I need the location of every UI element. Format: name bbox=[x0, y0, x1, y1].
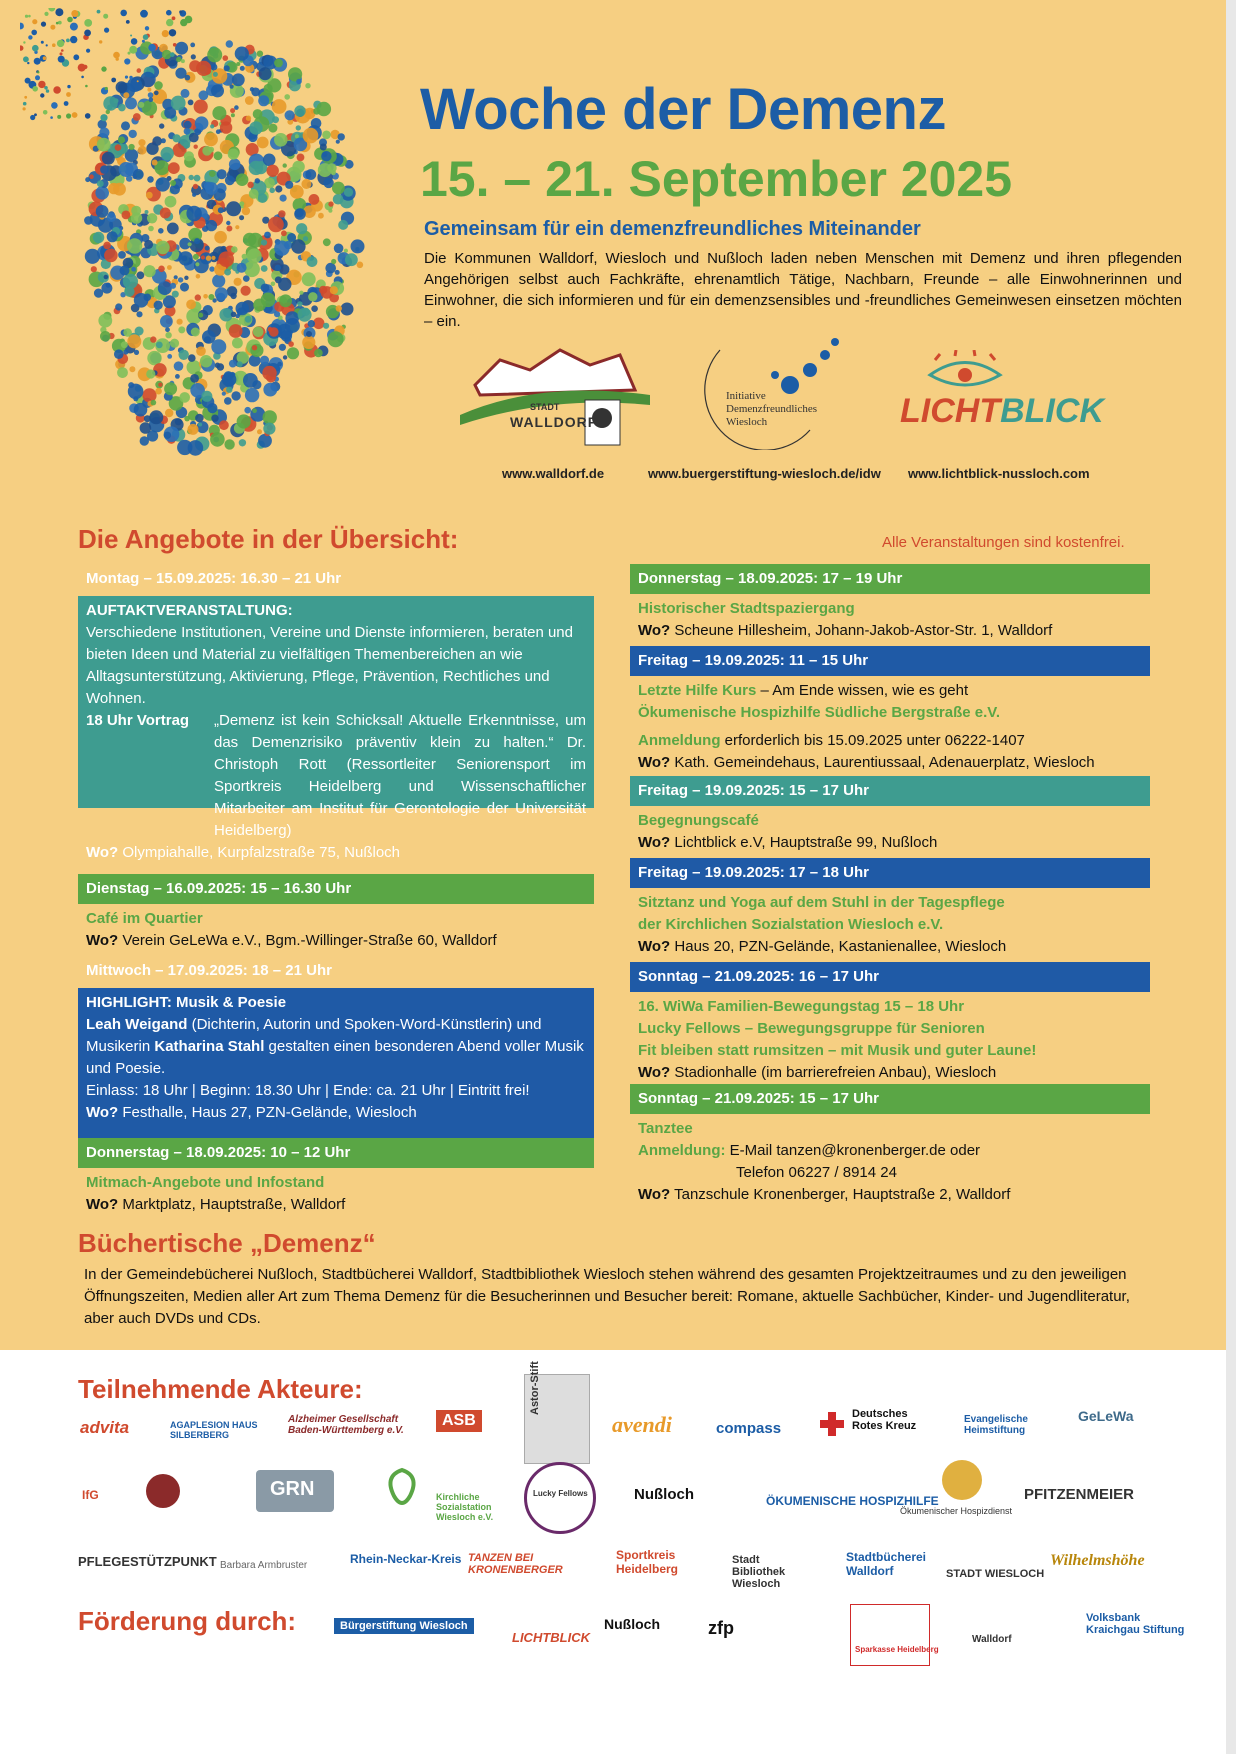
event-friday-afternoon-header: Freitag – 19.09.2025: 15 – 17 Uhr bbox=[630, 776, 1150, 806]
page-title: Woche der Demenz bbox=[420, 77, 946, 142]
event-sunday-tanztee-title: Tanztee bbox=[638, 1120, 693, 1137]
subtitle: Gemeinsam für ein demenzfreundliches Miteinander bbox=[424, 218, 921, 240]
logo-zfp[interactable]: zfp bbox=[708, 1618, 734, 1638]
event-wednesday-text: Leah Weigand (Dichterin, Autorin und Spoken-Word-Künstlerin) und Musikerin Katharina Stahl gestalten einen besonderen Abend voller Musik und Poesie. bbox=[86, 1016, 584, 1077]
logo-asb[interactable]: ASB bbox=[436, 1410, 482, 1432]
event-friday-morning-header: Freitag – 19.09.2025: 11 – 15 Uhr bbox=[630, 646, 1150, 676]
event-friday-evening-title2: der Kirchlichen Sozialstation Wiesloch e.V. bbox=[638, 916, 944, 933]
logo-ifg[interactable]: IfG bbox=[82, 1488, 99, 1502]
logo-nussloch[interactable]: Nußloch bbox=[634, 1486, 694, 1503]
logo-agaplesion[interactable]: AGAPLESION HAUS SILBERBERG bbox=[170, 1420, 258, 1440]
logo-oekumenische-hospizhilfe[interactable]: ÖKUMENISCHE HOSPIZHILFE bbox=[766, 1494, 939, 1508]
event-wednesday bbox=[78, 956, 594, 1158]
event-friday-afternoon bbox=[630, 776, 1150, 858]
lichtblick-url[interactable]: www.lichtblick-nussloch.com bbox=[908, 466, 1090, 481]
logo-stadt-wiesloch[interactable]: STADT WIESLOCH bbox=[946, 1568, 1045, 1580]
event-friday-afternoon-where: Wo? Lichtblick e.V, Hauptstraße 99, Nußloch bbox=[638, 834, 938, 851]
event-sunday-line3: Fit bleiben statt rumsitzen – mit Musik und guter Laune! bbox=[638, 1042, 1037, 1059]
event-sunday-afternoon bbox=[630, 962, 1150, 1088]
event-thursday-morning bbox=[78, 1138, 594, 1220]
event-thursday-evening-title: Historischer Stadtspaziergang bbox=[638, 600, 855, 617]
event-thursday-morning-title: Mitmach-Angebote und Infostand bbox=[86, 1174, 325, 1191]
logo-rhein-neckar-kreis[interactable]: Rhein-Neckar-Kreis bbox=[350, 1552, 462, 1566]
event-monday-talk: 18 Uhr Vortrag „Demenz ist kein Schicksal! Aktuelle Erkenntnisse, um das Demenzrisiko präventiv klein zu halten.“ Dr. Christoph Rott (Ressortleiter Seniorensport im Sportkreis Heidelberg und Wissenschaftlicher Mitarbeiter am Institut für Gerontologie der Universität Heidelberg) bbox=[86, 712, 586, 839]
event-sunday-tanztee-phone: Telefon 06227 / 8914 24 bbox=[736, 1164, 897, 1181]
logo-hospizdienst[interactable]: Ökumenischer Hospizdienst bbox=[900, 1506, 1013, 1516]
event-monday-where: Wo? Olympiahalle, Kurpfalzstraße 75, Nußloch bbox=[86, 844, 401, 861]
event-friday-evening-where: Wo? Haus 20, PZN-Gelände, Kastanienallee, Wiesloch bbox=[638, 938, 1007, 955]
event-friday-morning-title: Letzte Hilfe Kurs – Am Ende wissen, wie es geht bbox=[638, 682, 969, 699]
funding-heading: Förderung durch: bbox=[78, 1606, 297, 1636]
logo-wilhelmshoehe[interactable]: Wilhelmshöhe bbox=[1050, 1552, 1145, 1569]
university-seal-icon bbox=[146, 1474, 180, 1508]
intro-text: Die Kommunen Walldorf, Wiesloch und Nußloch laden neben Menschen mit Demenz und ihren pflegenden Angehörigen selbst auch Fachkräfte, ehrenamtlich Tätige, Nachbarn, Freunde – alle Einwohnerinnen und Einwohner, die sich informieren und für ein demenzsensibles und -freundliches Gemeinwesen einsetzen möchten – ein. bbox=[424, 250, 1182, 330]
logo-pflegestuetzpunkt[interactable]: PFLEGESTÜTZPUNKT bbox=[78, 1554, 217, 1569]
overview-heading: Die Angebote in der Übersicht: bbox=[78, 524, 459, 554]
event-tuesday bbox=[78, 874, 594, 956]
logo-grn-text: GRN bbox=[270, 1478, 315, 1500]
logo-lucky-fellows-text: Lucky Fellows bbox=[533, 1489, 588, 1498]
logo-evangelische-heimstiftung[interactable]: Evangelische Heimstiftung bbox=[964, 1414, 1028, 1436]
red-cross-icon bbox=[820, 1412, 844, 1436]
event-thursday-evening-where: Wo? Scheune Hillesheim, Johann-Jakob-Astor-Str. 1, Walldorf bbox=[638, 622, 1053, 639]
event-friday-morning-where: Wo? Kath. Gemeindehaus, Laurentiussaal, Adenauerplatz, Wiesloch bbox=[638, 754, 1095, 771]
walldorf-logo-text: WALLDORF bbox=[510, 414, 598, 430]
idw-logo-text: Initiative Demenzfreundliches Wiesloch bbox=[726, 390, 818, 428]
logo-advita[interactable]: advita bbox=[80, 1418, 130, 1437]
logo-buergerstiftung[interactable]: Bürgerstiftung Wiesloch bbox=[334, 1618, 474, 1634]
event-thursday-morning-header: Donnerstag – 18.09.2025: 10 – 12 Uhr bbox=[78, 1138, 594, 1168]
participants-heading: Teilnehmende Akteure: bbox=[78, 1374, 363, 1404]
event-sunday-tanztee-where: Wo? Tanzschule Kronenberger, Hauptstraße 2, Walldorf bbox=[638, 1186, 1011, 1203]
logo-sparkasse-text: Sparkasse Heidelberg bbox=[855, 1645, 939, 1654]
logo-armbruster[interactable]: Barbara Armbruster bbox=[220, 1560, 308, 1571]
event-sunday-afternoon-header: Sonntag – 21.09.2025: 16 – 17 Uhr bbox=[630, 962, 1150, 992]
logo-grn[interactable] bbox=[256, 1470, 334, 1512]
walldorf-logo-top: STADT bbox=[530, 402, 560, 412]
event-friday-afternoon-title: Begegnungscafé bbox=[638, 812, 759, 829]
event-wednesday-where: Wo? Festhalle, Haus 27, PZN-Gelände, Wiesloch bbox=[86, 1104, 417, 1121]
logo-nussloch-small[interactable]: Nußloch bbox=[604, 1616, 660, 1632]
logo-sparkasse[interactable] bbox=[850, 1604, 939, 1666]
logo-avendi[interactable]: avendi bbox=[612, 1412, 672, 1437]
logo-lucky-fellows[interactable] bbox=[524, 1462, 596, 1534]
logo-astor-stift[interactable] bbox=[524, 1361, 590, 1464]
logo-sportkreis[interactable]: Sportkreis Heidelberg bbox=[616, 1548, 679, 1576]
event-sunday-tanztee bbox=[630, 1084, 1150, 1210]
event-tuesday-where: Wo? Verein GeLeWa e.V., Bgm.-Willinger-Straße 60, Walldorf bbox=[86, 932, 497, 949]
event-friday-evening bbox=[630, 858, 1150, 962]
free-note: Alle Veranstaltungen sind kostenfrei. bbox=[882, 534, 1125, 551]
event-wednesday-header: Mittwoch – 17.09.2025: 18 – 21 Uhr bbox=[86, 962, 332, 979]
idw-logo[interactable] bbox=[690, 330, 850, 450]
lichtblick-logo[interactable] bbox=[900, 350, 1110, 440]
event-friday-morning-org: Ökumenische Hospizhilfe Südliche Bergstraße e.V. bbox=[638, 704, 1001, 721]
tree-icon bbox=[942, 1460, 982, 1500]
logo-stadtbuecherei-walldorf[interactable]: Stadtbücherei Walldorf bbox=[846, 1550, 927, 1578]
event-thursday-evening-header: Donnerstag – 18.09.2025: 17 – 19 Uhr bbox=[630, 564, 1150, 594]
event-monday-header: Montag – 15.09.2025: 16.30 – 21 Uhr bbox=[86, 570, 342, 587]
page-edge bbox=[1226, 0, 1236, 1754]
logo-compass[interactable]: compass bbox=[716, 1420, 782, 1437]
logo-gelewa[interactable]: GeLeWa bbox=[1078, 1408, 1134, 1424]
logo-drk[interactable]: Deutsches Rotes Kreuz bbox=[852, 1408, 917, 1432]
walldorf-url[interactable]: www.walldorf.de bbox=[502, 466, 605, 481]
event-friday-evening-title1: Sitztanz und Yoga auf dem Stuhl in der Tagespflege bbox=[638, 894, 1005, 911]
event-sunday-line2: Lucky Fellows – Bewegungsgruppe für Senioren bbox=[638, 1020, 985, 1037]
event-monday-title: AUFTAKTVERANSTALTUNG: bbox=[86, 602, 293, 619]
logo-alzheimer[interactable]: Alzheimer Gesellschaft Baden-Württemberg e.V. bbox=[288, 1414, 404, 1436]
event-sunday-tanztee-registration: Anmeldung: E-Mail tanzen@kronenberger.de oder bbox=[638, 1142, 981, 1159]
event-dates: 15. – 21. September 2025 bbox=[420, 151, 1013, 207]
logo-kirchliche-sozialstation[interactable]: Kirchliche Sozialstation Wiesloch e.V. bbox=[436, 1492, 494, 1522]
books-text: In der Gemeindebücherei Nußloch, Stadtbücherei Walldorf, Stadtbibliothek Wiesloch stehen während des gesamten Projektzeitraumes und zu den jeweiligen Öffnungszeiten, Medien aller Art zum Thema Demenz für die Besucherinnen und Besucher bereit: Romane, aktuelle Sachbücher, Kinder- und Jugendliteratur, aber auch DVDs und CDs. bbox=[84, 1266, 1130, 1327]
event-sunday-line1: 16. WiWa Familien-Bewegungstag 15 – 18 Uhr bbox=[638, 998, 965, 1015]
event-friday-morning bbox=[630, 646, 1150, 778]
event-thursday-morning-where: Wo? Marktplatz, Hauptstraße, Walldorf bbox=[86, 1196, 346, 1213]
event-tuesday-header: Dienstag – 16.09.2025: 15 – 16.30 Uhr bbox=[78, 874, 594, 904]
event-monday-text: Verschiedene Institutionen, Vereine und Dienste informieren, beraten und bieten Ideen und Material zu vielfältigen Themenbereichen an wie Alltagsunterstützung, Aktivierung, Pflege, Prävention, Rechtliches und Wohnen. bbox=[86, 624, 573, 707]
logo-pfitzenmeier[interactable]: PFITZENMEIER bbox=[1024, 1486, 1135, 1503]
idw-url[interactable]: www.buergerstiftung-wiesloch.de/idw bbox=[648, 466, 881, 481]
sozialstation-leaf-icon bbox=[380, 1466, 424, 1512]
event-sunday-tanztee-header: Sonntag – 21.09.2025: 15 – 17 Uhr bbox=[630, 1084, 1150, 1114]
event-friday-evening-header: Freitag – 19.09.2025: 17 – 18 Uhr bbox=[630, 858, 1150, 888]
lichtblick-wordmark: LICHTBLICK bbox=[900, 392, 1104, 430]
logo-astor-stift-text: Astor-Stift bbox=[529, 1361, 541, 1415]
event-monday bbox=[78, 564, 594, 861]
event-thursday-evening bbox=[630, 564, 1150, 646]
walldorf-logo[interactable] bbox=[460, 340, 650, 450]
event-sunday-afternoon-where: Wo? Stadionhalle (im barrierefreien Anbau), Wiesloch bbox=[638, 1064, 997, 1081]
logo-volksbank-stiftung[interactable]: Volksbank Kraichgau Stiftung bbox=[1086, 1612, 1185, 1636]
eye-icon bbox=[920, 350, 1010, 390]
walldorf-crest-icon bbox=[460, 340, 650, 450]
event-friday-morning-registration: Anmeldung erforderlich bis 15.09.2025 unter 06222-1407 bbox=[638, 732, 1025, 749]
head-illustration bbox=[20, 8, 420, 478]
event-wednesday-admission: Einlass: 18 Uhr | Beginn: 18.30 Uhr | Ende: ca. 21 Uhr | Eintritt frei! bbox=[86, 1082, 530, 1099]
event-tuesday-title: Café im Quartier bbox=[86, 910, 203, 927]
logo-lichtblick-small[interactable]: LICHTBLICK bbox=[512, 1630, 590, 1645]
logo-tanzen-kronenberger[interactable]: TANZEN BEI KRONENBERGER bbox=[468, 1552, 563, 1576]
logo-walldorf-small[interactable]: Walldorf bbox=[972, 1634, 1012, 1645]
books-heading: Büchertische „Demenz“ bbox=[78, 1228, 376, 1258]
logo-stadtbibliothek[interactable]: Stadt Bibliothek Wiesloch bbox=[732, 1554, 786, 1590]
event-wednesday-title: HIGHLIGHT: Musik & Poesie bbox=[86, 994, 287, 1011]
